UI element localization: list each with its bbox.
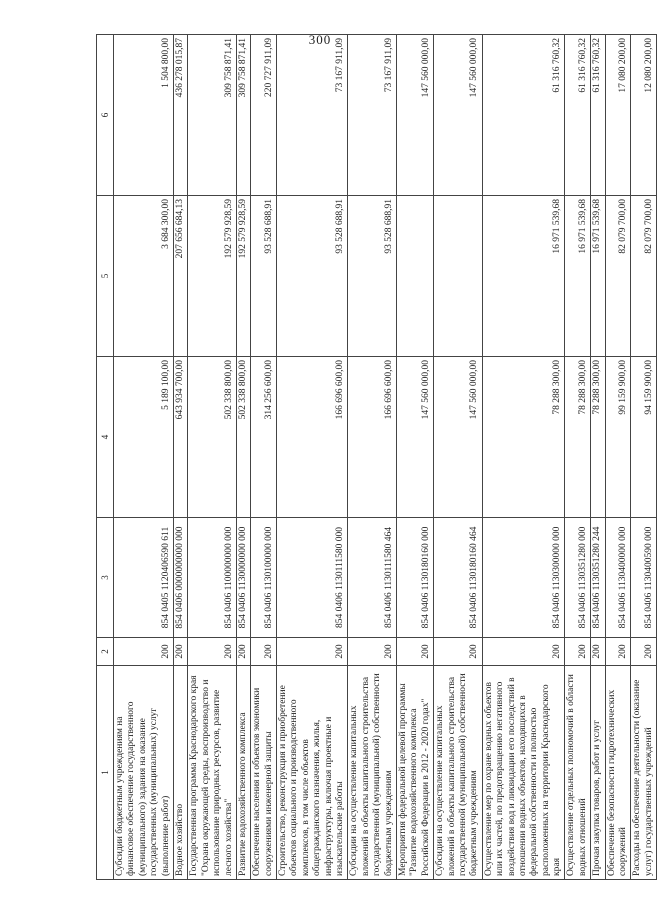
table-row [482,35,565,880]
table-row [348,35,397,880]
row-classification-code-cell: 854 0406 1130400000 000 [605,518,631,638]
row-classification-code-cell: 854 0406 1130351280 000 [565,518,591,638]
table-row [434,35,483,880]
row-name-cell: Обеспечение населения и объектов экономики сооружениями инженерной защиты [251,666,277,880]
row-classification-code-cell: 854 0406 1130111580 000 [277,518,348,638]
row-code-cell: 200 [396,638,433,666]
row-code-cell: 200 [591,638,605,666]
table-row [236,35,250,880]
row-amount-col4-cell: 502 338 800,00 [236,357,250,518]
row-code-cell: 200 [251,638,277,666]
row-amount-col6-cell: 73 167 911,09 [277,35,348,196]
row-amount-col6-cell: 61 316 760,32 [565,35,591,196]
table-row [188,35,237,880]
row-amount-col5-cell: 207 656 684,13 [173,196,187,357]
row-name-cell: Осуществление отдельных полномочий в области водных отношений [565,666,591,880]
row-amount-col6-cell: 61 316 760,32 [482,35,565,196]
row-name-cell: Строительство, реконструкция и приобретение объектов социального и производственного комплексов, в том числе объектов общегражданского назначения, жилья, инфраструктуры, включая проектные и изыскательские работы [277,666,348,880]
row-name-cell: Субсидии на осуществление капитальных вложений в объекты капитального строительства государственной (муниципальной) собственности бюджетным учреждениям [348,666,397,880]
row-amount-col4-cell: 314 256 600,00 [251,357,277,518]
row-name-cell: Осуществление мер по охране водных объектов или их частей, по предотвращению негативного воздействия вод и ликвидации его последствий в отношении водных объектов, находящихся в федеральной собственности и полностью расположенных на территории Краснодарского края [482,666,565,880]
row-amount-col4-cell: 78 288 300,00 [591,357,605,518]
row-amount-col4-cell: 94 159 900,00 [631,357,657,518]
row-amount-col5-cell: 192 579 928,59 [188,196,237,357]
table-row [631,35,657,880]
table-row [605,35,631,880]
row-amount-col5-cell: 3 684 300,00 [114,196,174,357]
row-code-cell: 200 [605,638,631,666]
row-amount-col5-cell: 16 971 539,68 [565,196,591,357]
table-row [251,35,277,880]
row-name-cell: Развитие водохозяйственного комплекса [236,666,250,880]
budget-table [96,34,657,880]
row-name-cell: Обеспечение безопасности гидротехнических сооружений [605,666,631,880]
row-amount-col6-cell: 73 167 911,09 [348,35,397,196]
row-name-cell: Расходы на обеспечение деятельности (оказание услуг) государственных учреждений [631,666,657,880]
row-amount-col5-cell: 16 971 539,68 [482,196,565,357]
row-classification-code-cell: 854 0406 1130111580 464 [348,518,397,638]
table-row [173,35,187,880]
row-classification-code-cell: 854 0405 1120406590 611 [114,518,174,638]
row-code-cell: 200 [348,638,397,666]
row-name-cell: Субсидии бюджетным учреждениям на финансовое обеспечение государственного (муниципального) задания на оказание государственных (муниципальных) услуг (выполнение работ) [114,666,174,880]
rotated-table-container [96,35,654,880]
row-amount-col6-cell: 1 504 800,00 [114,35,174,196]
header-cell: 4 [97,357,114,518]
row-amount-col4-cell: 166 696 600,00 [277,357,348,518]
row-code-cell: 200 [236,638,250,666]
row-amount-col5-cell: 82 079 700,00 [605,196,631,357]
row-code-cell: 200 [434,638,483,666]
row-amount-col5-cell: 82 079 700,00 [631,196,657,357]
row-amount-col4-cell: 147 560 000,00 [434,357,483,518]
row-amount-col4-cell: 643 934 700,00 [173,357,187,518]
row-amount-col6-cell: 12 080 200,00 [631,35,657,196]
row-amount-col4-cell: 78 288 300,00 [565,357,591,518]
row-amount-col4-cell: 78 288 300,00 [482,357,565,518]
row-classification-code-cell: 854 0406 1130000000 000 [236,518,250,638]
row-amount-col6-cell: 309 758 871,41 [236,35,250,196]
row-amount-col4-cell: 5 189 100,00 [114,357,174,518]
table-row [114,35,174,880]
table-row [277,35,348,880]
row-code-cell: 200 [565,638,591,666]
row-amount-col6-cell: 309 758 871,41 [188,35,237,196]
row-amount-col5-cell [434,196,483,357]
header-cell: 3 [97,518,114,638]
table-row [565,35,591,880]
row-amount-col4-cell: 166 696 600,00 [348,357,397,518]
budget-table-body [97,35,657,880]
row-classification-code-cell: 854 0406 1130351280 244 [591,518,605,638]
header-cell: 6 [97,35,114,196]
row-classification-code-cell: 854 0406 1130100000 000 [251,518,277,638]
row-amount-col5-cell: 93 528 688,91 [251,196,277,357]
row-classification-code-cell: 854 0406 1130180160 000 [396,518,433,638]
row-amount-col6-cell: 61 316 760,32 [591,35,605,196]
row-amount-col5-cell: 93 528 688,91 [348,196,397,357]
row-classification-code-cell: 854 0406 1130300000 000 [482,518,565,638]
row-amount-col4-cell: 99 159 900,00 [605,357,631,518]
row-name-cell: Мероприятия федеральной целевой программы "Развитие водохозяйственного комплекса Российской Федерации в 2012 - 2020 годах" [396,666,433,880]
row-name-cell: Государственная программа Краснодарского края "Охрана окружающей среды, воспроизводство и использование природных ресурсов, развитие лесного хозяйства" [188,666,237,880]
row-amount-col6-cell: 17 080 200,00 [605,35,631,196]
header-cell: 2 [97,638,114,666]
row-code-cell: 200 [173,638,187,666]
row-code-cell: 200 [277,638,348,666]
row-amount-col5-cell: 93 528 688,91 [277,196,348,357]
row-code-cell: 200 [482,638,565,666]
row-name-cell: Субсидии на осуществление капитальных вложений в объекты капитального строительства государственной (муниципальной) собственности бюджетным учреждениям [434,666,483,880]
row-classification-code-cell: 854 0406 0000000000 000 [173,518,187,638]
row-amount-col5-cell: 16 971 539,68 [591,196,605,357]
row-classification-code-cell: 854 0406 1130180160 464 [434,518,483,638]
row-code-cell: 200 [631,638,657,666]
row-code-cell: 200 [114,638,174,666]
row-amount-col6-cell: 147 560 000,00 [396,35,433,196]
row-classification-code-cell: 854 0406 1130400590 000 [631,518,657,638]
row-name-cell: Прочая закупка товаров, работ и услуг [591,666,605,880]
row-classification-code-cell: 854 0406 1100000000 000 [188,518,237,638]
row-code-cell: 200 [188,638,237,666]
row-amount-col6-cell: 147 560 000,00 [434,35,483,196]
row-amount-col4-cell: 502 338 800,00 [188,357,237,518]
row-amount-col6-cell: 220 727 911,09 [251,35,277,196]
header-cell: 5 [97,196,114,357]
table-header-row [97,35,114,880]
row-amount-col6-cell: 436 278 015,87 [173,35,187,196]
page-number: 300 [308,32,332,47]
row-amount-col4-cell: 147 560 000,00 [396,357,433,518]
header-cell: 1 [97,666,114,880]
table-row [591,35,605,880]
row-amount-col5-cell: 192 579 928,59 [236,196,250,357]
row-name-cell: Водное хозяйство [173,666,187,880]
row-amount-col5-cell [396,196,433,357]
table-row [396,35,433,880]
